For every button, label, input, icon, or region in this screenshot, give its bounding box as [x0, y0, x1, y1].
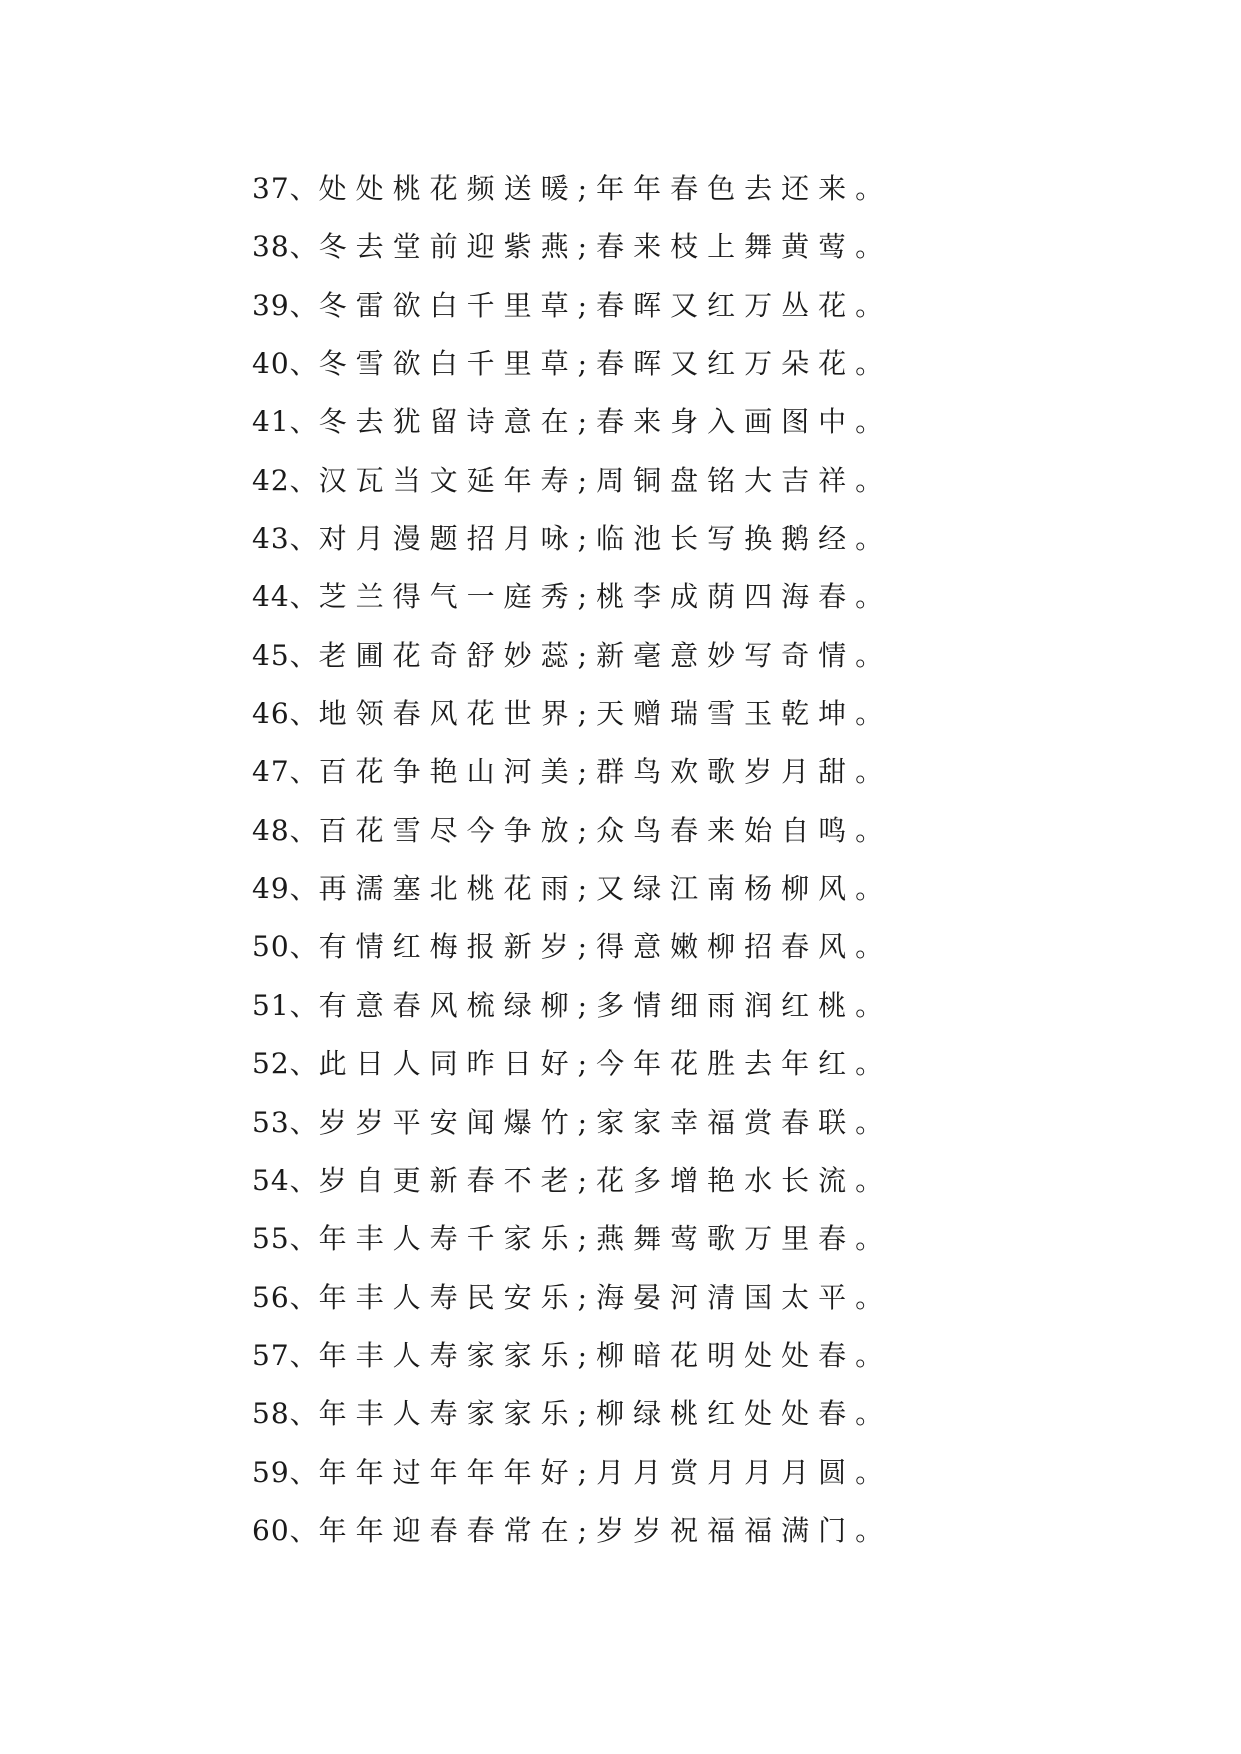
- couplet-line: [252, 393, 892, 451]
- couplet-number: 58、: [252, 1397, 319, 1431]
- couplet-line: [252, 160, 892, 218]
- couplet-line: [252, 568, 892, 626]
- couplet-list: [252, 160, 892, 1560]
- couplet-text: 年年迎春春常在;岁岁祝福福满门。: [318, 1513, 893, 1547]
- couplet-text: 年丰人寿家家乐;柳暗花明处处春。: [318, 1338, 893, 1372]
- couplet-line: [252, 1269, 892, 1327]
- couplet-number: 37、: [252, 172, 319, 205]
- couplet-number: 46、: [252, 697, 319, 731]
- couplet-line: [252, 1094, 892, 1152]
- couplet-number: 54、: [252, 1163, 319, 1197]
- couplet-text: 百花争艳山河美;群鸟欢歌岁月甜。: [318, 755, 893, 789]
- couplet-line: [252, 452, 892, 510]
- couplet-text: 此日人同昨日好;今年花胜去年红。: [318, 1047, 893, 1081]
- couplet-text: 岁自更新春不老;花多增艳水长流。: [318, 1163, 893, 1197]
- couplet-line: [252, 802, 892, 860]
- couplet-text: 年年过年年年好;月月赏月月月圆。: [318, 1455, 893, 1489]
- couplet-line: [252, 1385, 892, 1443]
- couplet-text: 芝兰得气一庭秀;桃李成荫四海春。: [318, 580, 893, 614]
- couplet-number: 42、: [252, 463, 319, 497]
- couplet-number: 40、: [252, 347, 319, 381]
- couplet-number: 39、: [252, 288, 319, 322]
- couplet-text: 年丰人寿家家乐;柳绿桃红处处春。: [318, 1397, 893, 1431]
- couplet-text: 冬雷欲白千里草;春晖又红万丛花。: [318, 288, 893, 322]
- couplet-number: 57、: [252, 1338, 319, 1372]
- couplet-number: 48、: [252, 813, 319, 847]
- couplet-line: [252, 218, 892, 276]
- couplet-number: 47、: [252, 755, 319, 789]
- couplet-text: 汉瓦当文延年寿;周铜盘铭大吉祥。: [318, 463, 893, 497]
- couplet-text: 冬去堂前迎紫燕;春来枝上舞黄莺。: [318, 230, 893, 264]
- couplet-line: [252, 918, 892, 976]
- couplet-line: [252, 510, 892, 568]
- couplet-text: 有情红梅报新岁;得意嫩柳招春风。: [318, 930, 893, 964]
- couplet-number: 38、: [252, 230, 319, 264]
- couplet-line: [252, 1035, 892, 1093]
- couplet-text: 处处桃花频送暖;年年春色去还来。: [318, 172, 893, 205]
- couplet-number: 53、: [252, 1105, 319, 1139]
- couplet-number: 50、: [252, 930, 319, 964]
- couplet-number: 55、: [252, 1222, 319, 1256]
- couplet-text: 岁岁平安闻爆竹;家家幸福赏春联。: [318, 1105, 893, 1139]
- couplet-number: 60、: [252, 1513, 319, 1547]
- couplet-line: [252, 1210, 892, 1268]
- couplet-line: [252, 977, 892, 1035]
- couplet-line: [252, 1152, 892, 1210]
- couplet-number: 45、: [252, 638, 319, 672]
- couplet-text: 冬去犹留诗意在;春来身入画图中。: [318, 405, 893, 439]
- couplet-text: 百花雪尽今争放;众鸟春来始自鸣。: [318, 813, 893, 847]
- couplet-number: 49、: [252, 872, 319, 906]
- couplet-line: [252, 860, 892, 918]
- couplet-text: 地领春风花世界;天赠瑞雪玉乾坤。: [318, 697, 893, 731]
- couplet-text: 冬雪欲白千里草;春晖又红万朵花。: [318, 347, 893, 381]
- couplet-number: 56、: [252, 1280, 319, 1314]
- couplet-line: [252, 685, 892, 743]
- couplet-text: 年丰人寿千家乐;燕舞莺歌万里春。: [318, 1222, 893, 1256]
- couplet-line: [252, 1444, 892, 1502]
- couplet-number: 59、: [252, 1455, 319, 1489]
- couplet-number: 43、: [252, 522, 319, 556]
- couplet-line: [252, 277, 892, 335]
- couplet-text: 老圃花奇舒妙蕊;新毫意妙写奇情。: [318, 638, 893, 672]
- couplet-text: 再濡塞北桃花雨;又绿江南杨柳风。: [318, 872, 893, 906]
- couplet-line: [252, 1327, 892, 1385]
- couplet-number: 52、: [252, 1047, 319, 1081]
- couplet-line: [252, 1502, 892, 1560]
- couplet-line: [252, 627, 892, 685]
- couplet-number: 51、: [252, 988, 319, 1022]
- couplet-number: 44、: [252, 580, 319, 614]
- couplet-number: 41、: [252, 405, 319, 439]
- couplet-line: [252, 743, 892, 801]
- couplet-text: 对月漫题招月咏;临池长写换鹅经。: [318, 522, 893, 556]
- couplet-text: 年丰人寿民安乐;海晏河清国太平。: [318, 1280, 893, 1314]
- couplet-text: 有意春风梳绿柳;多情细雨润红桃。: [318, 988, 893, 1022]
- couplet-line: [252, 335, 892, 393]
